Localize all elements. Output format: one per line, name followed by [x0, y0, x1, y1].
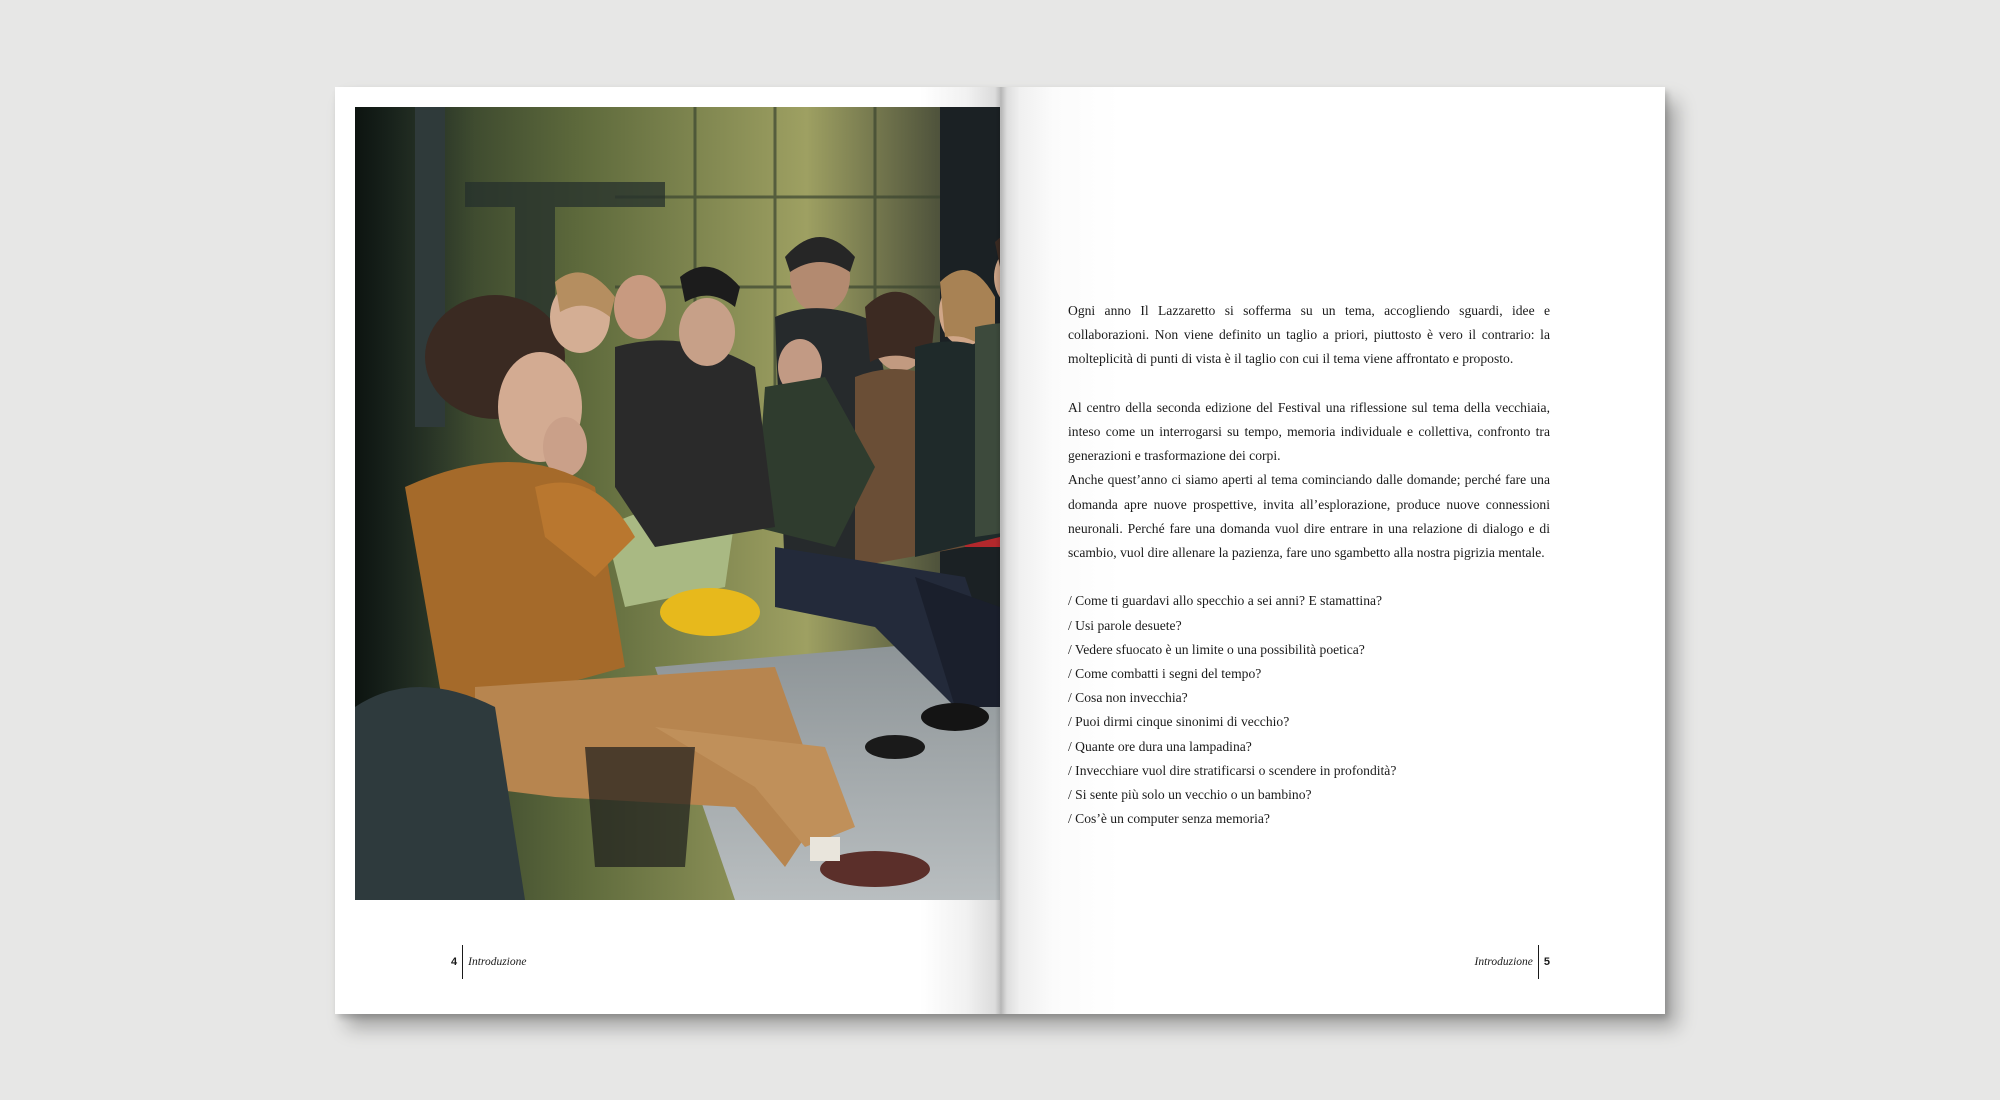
- left-page-footer: [451, 945, 526, 979]
- question-item: / Invecchiare vuol dire stratificarsi o scendere in profondità?: [1068, 762, 1397, 778]
- booklet-spread: [335, 87, 1665, 1014]
- section-title: Introduzione: [1474, 956, 1533, 968]
- footer-divider: [462, 945, 463, 979]
- question-item: / Come combatti i segni del tempo?: [1068, 666, 1262, 682]
- paragraph: Al centro della seconda edizione del Festival una riflessione sul tema della vecchiaia, inteso come un interrogarsi su tempo, memoria individuale e collettiva, confronto tra generazioni e trasformazione dei corpi.: [1068, 399, 1550, 464]
- paragraph: Ogni anno Il Lazzaretto si sofferma su un tema, accogliendo sguardi, idee e collaborazioni. Non viene definito un taglio a priori, piuttosto è vero il contrario: la molteplicità di punti di vista è il taglio con cui il tema viene affrontato e proposto.: [1068, 303, 1550, 367]
- spacer: [1068, 372, 1550, 396]
- page-number: 5: [1543, 956, 1550, 968]
- question-item: / Si sente più solo un vecchio o un bambino?: [1068, 787, 1312, 803]
- paragraph: Anche quest’anno ci siamo aperti al tema cominciando dalle domande; perché fare una domanda apre nuove prospettive, invita all’esplorazione, produce nuove connessioni neuronali. Perché fare una domanda vuol dire entrare in una relazione di dialogo e di scambio, vuol dire allenare la pazienza, fare uno sgambetto alla nostra pigrizia mentale.: [1068, 472, 1550, 561]
- question-item: / Quante ore dura una lampadina?: [1068, 738, 1252, 754]
- question-list: [1068, 589, 1550, 831]
- question-item: / Cos’è un computer senza memoria?: [1068, 811, 1270, 827]
- left-page: [335, 87, 1000, 1014]
- question-item: / Vedere sfuocato è un limite o una possibilità poetica?: [1068, 641, 1365, 657]
- question-item: / Cosa non invecchia?: [1068, 690, 1188, 706]
- footer-divider: [1538, 945, 1539, 979]
- right-page-footer: [1475, 945, 1550, 979]
- question-item: / Puoi dirmi cinque sinonimi di vecchio?: [1068, 714, 1290, 730]
- question-item: / Usi parole desuete?: [1068, 617, 1182, 633]
- right-page: [1000, 87, 1665, 1014]
- question-item: / Come ti guardavi allo specchio a sei anni? E stamattina?: [1068, 593, 1383, 609]
- audience-photo: [355, 107, 1000, 900]
- section-title: Introduzione: [468, 956, 527, 968]
- page-number: 4: [451, 956, 458, 968]
- spacer: [1068, 565, 1550, 589]
- intro-text: [1068, 299, 1550, 831]
